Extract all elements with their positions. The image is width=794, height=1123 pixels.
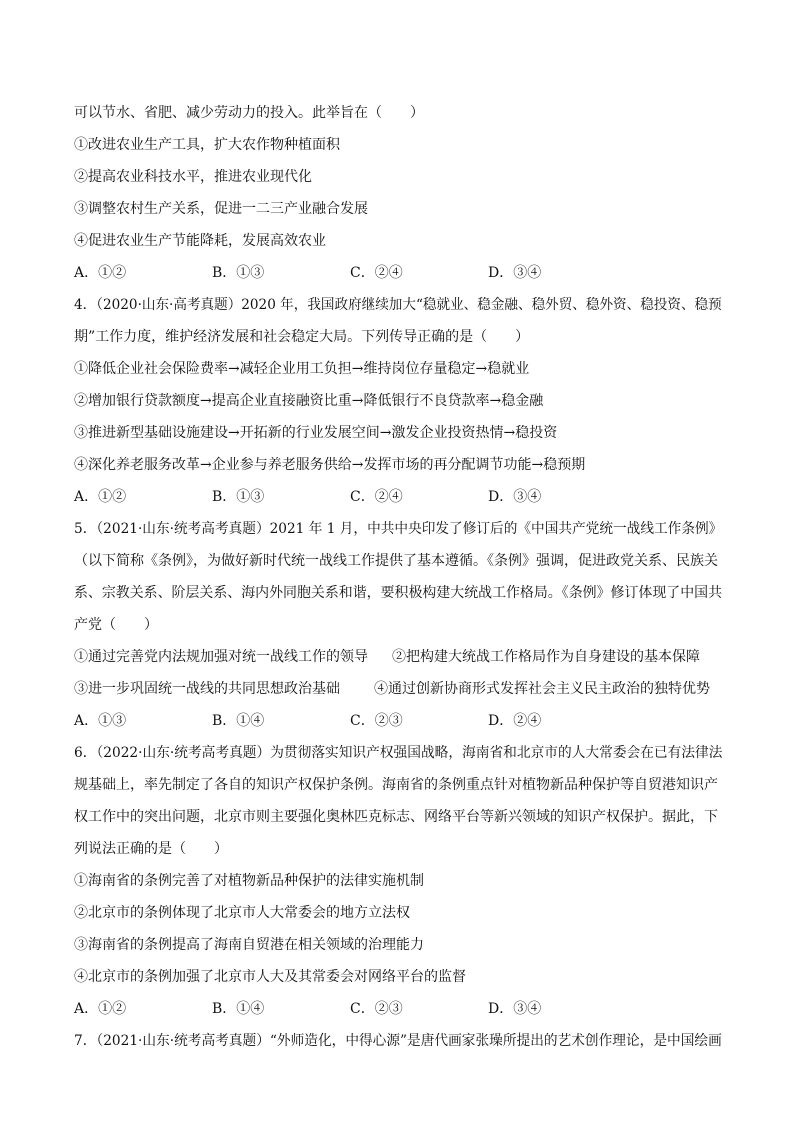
q5-stem-line-3: 系、宗教关系、阶层关系、海内外同胞关系和谐，要积极构建大统战工作格局。《条例》修订体现了中国共 <box>74 585 723 601</box>
q4-statement-4: ④深化养老服务改革→企业参与养老服务供给→发挥市场的再分配调节功能→稳预期 <box>74 457 586 473</box>
q6-stem-line-3: 权工作中的突出问题，北京市则主要强化奥林匹克标志、网络平台等新兴领域的知识产权保护。据此，下 <box>74 809 718 825</box>
q5-stem-line-4: 产党（ ） <box>74 617 158 633</box>
q5-option-c: C．②③ <box>350 713 403 729</box>
q5-stem-line-2: （以下简称《条例》，为做好新时代统一战线工作提供了基本遵循。《条例》强调，促进政党关系、民族关 <box>74 553 718 569</box>
q6-option-a: A．①② <box>74 1001 127 1017</box>
q4-option-a: A．①② <box>74 489 127 505</box>
q5-option-d: D．②④ <box>488 713 542 729</box>
q6-statement-2: ②北京市的条例体现了北京市人大常委会的地方立法权 <box>74 905 410 921</box>
q4-option-c: C．②④ <box>350 489 403 505</box>
prev-option-c: C．②④ <box>350 265 403 281</box>
q5-option-b: B．①④ <box>212 713 265 729</box>
q6-statement-1: ①海南省的条例完善了对植物新品种保护的法律实施机制 <box>74 873 424 889</box>
q4-stem-line-2: 期”工作力度，维护经济发展和社会稳定大局。下列传导正确的是（ ） <box>74 329 530 345</box>
q4-option-b: B．①③ <box>212 489 265 505</box>
q7-stem-line-1: 7．（2021·山东·统考高考真题）“外师造化，中得心源”是唐代画家张璪所提出的艺术创作理论，是中国绘画 <box>74 1033 722 1049</box>
q6-stem-line-1: 6．（2022·山东·统考高考真题）为贯彻落实知识产权强国战略，海南省和北京市的人大常委会在已有法律法 <box>74 745 723 761</box>
q5-stem-line-1: 5．（2021·山东·统考高考真题）2021 年 1 月，中共中央印发了修订后的《中国共产党统一战线工作条例》 <box>74 521 723 537</box>
q4-stem-line-1: 4．（2020·山东·高考真题）2020 年，我国政府继续加大“稳就业、稳金融、稳外贸、稳外资、稳投资、稳预 <box>74 297 722 313</box>
prev-question-stem: 可以节水、省肥、减少劳动力的投入。此举旨在（ ） <box>74 105 424 121</box>
q6-statement-3: ③海南省的条例提高了海南自贸港在相关领域的治理能力 <box>74 937 424 953</box>
q6-option-b: B．①④ <box>212 1001 265 1017</box>
prev-statement-2: ②提高农业科技水平，推进农业现代化 <box>74 169 312 185</box>
q4-statement-1: ①降低企业社会保险费率→减轻企业用工负担→维持岗位存量稳定→稳就业 <box>74 361 530 377</box>
q4-option-d: D．③④ <box>488 489 542 505</box>
q6-option-d: D．③④ <box>488 1001 542 1017</box>
q6-stem-line-2: 规基础上，率先制定了各自的知识产权保护条例。海南省的条例重点针对植物新品种保护等自贸港知识产 <box>74 777 718 793</box>
prev-statement-1: ①改进农业生产工具，扩大农作物种植面积 <box>74 137 340 153</box>
q6-stem-line-4: 列说法正确的是（ ） <box>74 841 228 857</box>
prev-option-d: D．③④ <box>488 265 542 281</box>
prev-option-a: A．①② <box>74 265 127 281</box>
q6-option-c: C．②③ <box>350 1001 403 1017</box>
prev-option-b: B．①③ <box>212 265 265 281</box>
q4-statement-3: ③推进新型基础设施建设→开拓新的行业发展空间→激发企业投资热情→稳投资 <box>74 425 558 441</box>
q5-statement-3: ③进一步巩固统一战线的共同思想政治基础 <box>74 681 340 697</box>
q6-statement-4: ④北京市的条例加强了北京市人大及其常委会对网络平台的监督 <box>74 969 466 985</box>
prev-statement-4: ④促进农业生产节能降耗，发展高效农业 <box>74 233 326 249</box>
q4-statement-2: ②增加银行贷款额度→提高企业直接融资比重→降低银行不良贷款率→稳金融 <box>74 393 544 409</box>
q5-statement-2: ②把构建大统战工作格局作为自身建设的基本保障 <box>392 649 700 665</box>
q5-statement-4: ④通过创新协商形式发挥社会主义民主政治的独特优势 <box>374 681 710 697</box>
q5-statement-1: ①通过完善党内法规加强对统一战线工作的领导 <box>74 649 368 665</box>
q5-option-a: A．①③ <box>74 713 127 729</box>
prev-statement-3: ③调整农村生产关系，促进一二三产业融合发展 <box>74 201 368 217</box>
